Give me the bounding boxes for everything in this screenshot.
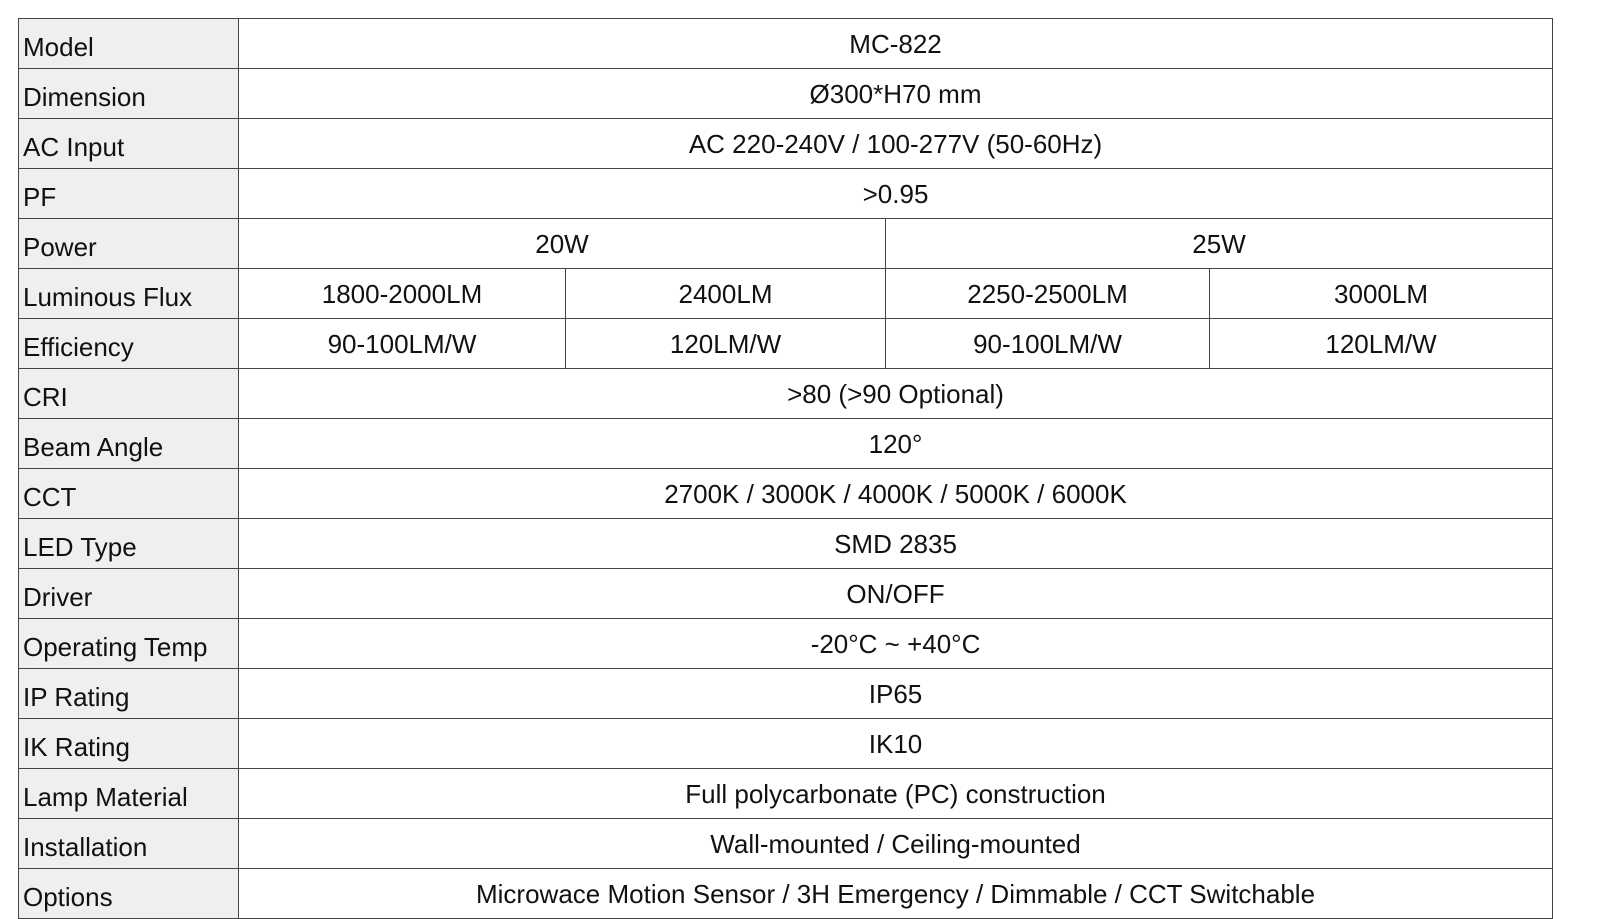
row-cri <box>19 369 1553 419</box>
row-cct <box>19 469 1553 519</box>
operating-temp-label: Operating Temp <box>19 619 239 669</box>
row-beam-angle <box>19 419 1553 469</box>
power-value-20w: 20W <box>239 219 886 269</box>
efficiency-label: Efficiency <box>19 319 239 369</box>
dimension-value: Ø300*H70 mm <box>239 69 1553 119</box>
row-efficiency <box>19 319 1553 369</box>
row-options <box>19 869 1553 919</box>
power-value-25w: 25W <box>886 219 1553 269</box>
cct-label: CCT <box>19 469 239 519</box>
cct-value: 2700K / 3000K / 4000K / 5000K / 6000K <box>239 469 1553 519</box>
row-dimension <box>19 69 1553 119</box>
row-ik-rating <box>19 719 1553 769</box>
luminous-flux-value: 2400LM <box>566 269 886 319</box>
dimension-label: Dimension <box>19 69 239 119</box>
driver-label: Driver <box>19 569 239 619</box>
operating-temp-value: -20°C ~ +40°C <box>239 619 1553 669</box>
cri-label: CRI <box>19 369 239 419</box>
ip-rating-value: IP65 <box>239 669 1553 719</box>
row-lamp-material <box>19 769 1553 819</box>
luminous-flux-value: 2250-2500LM <box>886 269 1210 319</box>
row-operating-temp <box>19 619 1553 669</box>
power-label: Power <box>19 219 239 269</box>
luminous-flux-value: 1800-2000LM <box>239 269 566 319</box>
row-led-type <box>19 519 1553 569</box>
luminous-flux-label: Luminous Flux <box>19 269 239 319</box>
ik-rating-label: IK Rating <box>19 719 239 769</box>
options-label: Options <box>19 869 239 919</box>
beam-angle-value: 120° <box>239 419 1553 469</box>
beam-angle-label: Beam Angle <box>19 419 239 469</box>
lamp-material-label: Lamp Material <box>19 769 239 819</box>
ip-rating-label: IP Rating <box>19 669 239 719</box>
ac-input-label: AC Input <box>19 119 239 169</box>
pf-value: >0.95 <box>239 169 1553 219</box>
driver-value: ON/OFF <box>239 569 1553 619</box>
luminous-flux-value: 3000LM <box>1210 269 1553 319</box>
efficiency-value: 90-100LM/W <box>886 319 1210 369</box>
row-model <box>19 19 1553 69</box>
spec-table <box>18 18 1553 919</box>
installation-label: Installation <box>19 819 239 869</box>
row-installation <box>19 819 1553 869</box>
pf-label: PF <box>19 169 239 219</box>
model-value: MC-822 <box>239 19 1553 69</box>
led-type-label: LED Type <box>19 519 239 569</box>
lamp-material-value: Full polycarbonate (PC) construction <box>239 769 1553 819</box>
led-type-value: SMD 2835 <box>239 519 1553 569</box>
row-pf <box>19 169 1553 219</box>
efficiency-value: 120LM/W <box>1210 319 1553 369</box>
row-ac-input <box>19 119 1553 169</box>
row-power <box>19 219 1553 269</box>
ik-rating-value: IK10 <box>239 719 1553 769</box>
ac-input-value: AC 220-240V / 100-277V (50-60Hz) <box>239 119 1553 169</box>
options-value: Microwace Motion Sensor / 3H Emergency / Dimmable / CCT Switchable <box>239 869 1553 919</box>
row-ip-rating <box>19 669 1553 719</box>
row-luminous-flux <box>19 269 1553 319</box>
efficiency-value: 90-100LM/W <box>239 319 566 369</box>
installation-value: Wall-mounted / Ceiling-mounted <box>239 819 1553 869</box>
model-label: Model <box>19 19 239 69</box>
row-driver <box>19 569 1553 619</box>
cri-value: >80 (>90 Optional) <box>239 369 1553 419</box>
efficiency-value: 120LM/W <box>566 319 886 369</box>
